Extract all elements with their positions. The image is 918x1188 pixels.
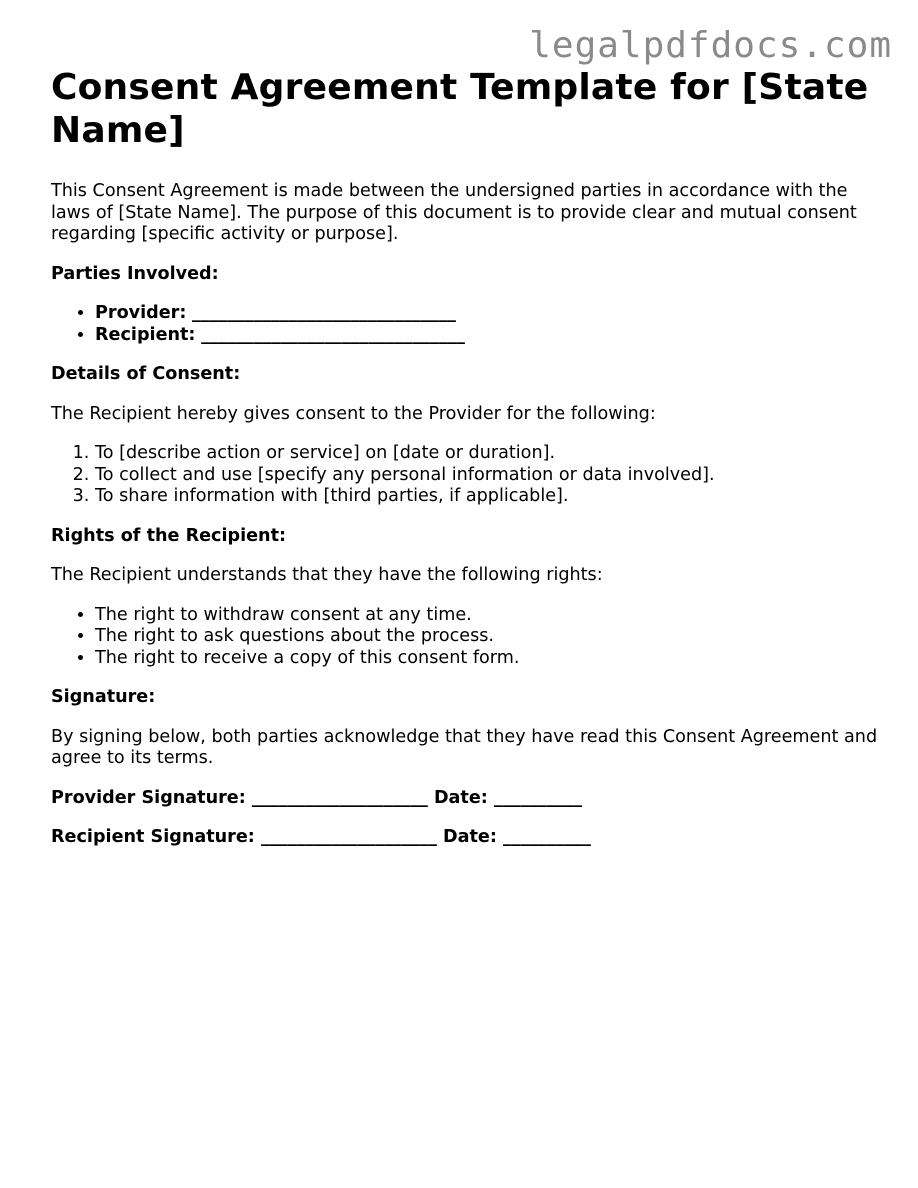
provider-signature-line: Provider Signature: ____________________ Date: __________	[51, 787, 582, 808]
list-item	[95, 325, 881, 347]
document-title: Consent Agreement Template for [State Name]	[51, 67, 869, 151]
document-page	[51, 66, 881, 849]
signature-text: By signing below, both parties acknowledge that they have read this Consent Agreement and agree to its terms.	[51, 726, 878, 768]
recipient-blank: ______________________________	[201, 324, 465, 345]
details-lead: The Recipient hereby gives consent to the Provider for the following:	[51, 403, 656, 424]
rights-heading: Rights of the Recipient:	[51, 525, 287, 546]
signature-heading: Signature:	[51, 687, 156, 707]
recipient-signature-line: Recipient Signature: ____________________ Date: __________	[51, 827, 591, 847]
provider-blank: ______________________________	[192, 303, 456, 323]
list-item: • The right to withdraw consent at any time.	[95, 605, 881, 627]
provider-label: Provider:	[95, 303, 187, 323]
details-list	[51, 443, 881, 508]
list-item: • The right to receive a copy of this consent form.	[95, 648, 881, 670]
recipient-label: Recipient:	[95, 324, 196, 345]
watermark: legalpdfdocs.com	[529, 25, 892, 66]
list-item: 2. To collect and use [specify any personal information or data involved].	[95, 465, 881, 487]
parties-heading: Parties Involved:	[51, 263, 219, 284]
parties-list	[51, 303, 881, 346]
rights-list	[51, 605, 881, 670]
rights-lead: The Recipient understands that they have the following rights:	[51, 565, 603, 585]
list-item: 3. To share information with [third parties, if applicable].	[95, 486, 881, 508]
list-item: • The right to ask questions about the process.	[95, 626, 881, 648]
list-item: 1. To [describe action or service] on [date or duration].	[95, 443, 881, 465]
intro-paragraph: This Consent Agreement is made between the undersigned parties in accordance with the laws of [State Name]. The purpose of this document is to provide clear and mutual consent regarding [specific activity or purpose].	[51, 181, 857, 244]
list-item	[95, 303, 881, 325]
details-heading: Details of Consent:	[51, 364, 241, 384]
